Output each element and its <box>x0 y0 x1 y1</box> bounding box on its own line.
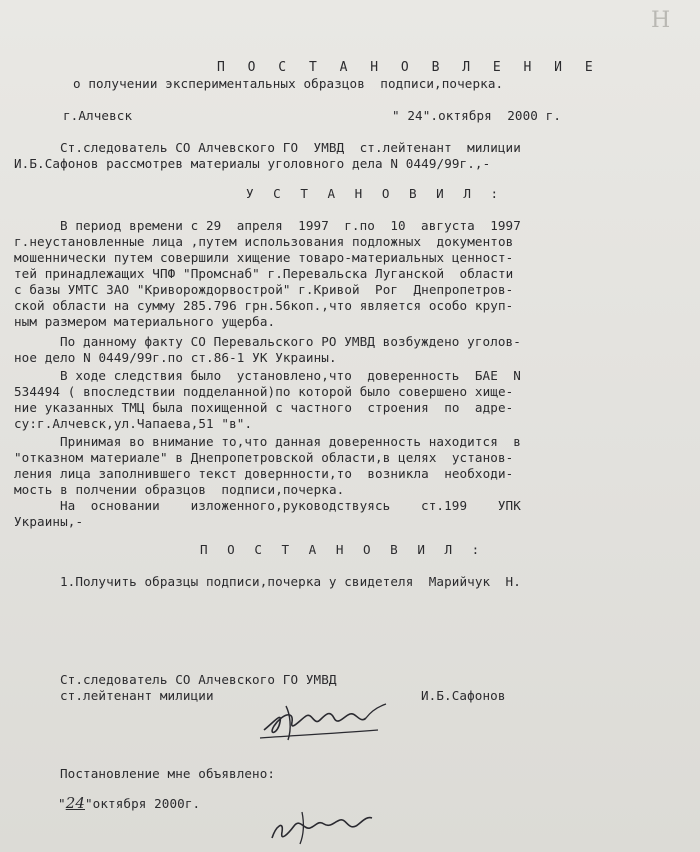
body-line-2: г.неустановленные лица ,путем использования подложных документов <box>14 234 514 249</box>
resolution-item: 1.Получить образцы подписи,почерка у свидетеля Марийчук Н. <box>60 574 521 589</box>
body-line-8: По данному факту СО Перевальского РО УМВД возбуждено уголов- <box>60 334 521 349</box>
place: г.Алчевск <box>63 108 133 123</box>
body-line-17: мость в полчении образцов подписи,почерка. <box>14 482 345 497</box>
intro-line-2: И.Б.Сафонов рассмотрев материалы уголовного дела N 0449/99г.,- <box>14 156 491 171</box>
document-date: " 24".октября 2000 г. <box>392 108 562 123</box>
body-line-12: ние указанных ТМЦ была похищенной с частного строения по адре- <box>14 400 514 415</box>
body-line-6: ской области на сумму 285.796 грн.56коп.,что является особо круп- <box>14 298 514 313</box>
body-line-7: ным размером материального ущерба. <box>14 314 276 329</box>
body-line-13: су:г.Алчевск,ул.Чапаева,51 "в". <box>14 416 253 431</box>
document-title: П О С Т А Н О В Л Е Н И Е <box>217 60 601 75</box>
witness-signature <box>262 808 382 848</box>
body-line-3: мошеннически путем совершили хищение товаро-материальных ценност- <box>14 250 514 265</box>
body-line-10: В ходе следствия было установлено,что доверенность БАЕ N <box>60 368 521 383</box>
body-line-4: тей принадлежащих ЧПФ "Промснаб" г.Перевальска Луганской области <box>14 266 514 281</box>
signatory-name: И.Б.Сафонов <box>421 688 506 703</box>
body-line-15: "отказном материале" в Днепропетровской области,в целях установ- <box>14 450 514 465</box>
announce-date-rest: "октября 2000г. <box>84 796 201 811</box>
body-line-19: Украины,- <box>14 514 84 529</box>
body-line-5: с базы УМТС ЗАО "Криворождорвострой" г.Кривой Рог Днепропетров- <box>14 282 514 297</box>
signature-line-1: Ст.следователь СО Алчевского ГО УМВД <box>60 672 337 687</box>
document-subtitle: о получении экспериментальных образцов подписи,почерка. <box>73 76 504 91</box>
body-line-16: ления лица заполнившего текст довернности,то возникла необходи- <box>14 466 514 481</box>
investigator-signature <box>256 700 396 744</box>
announce-date-quote: " <box>58 796 66 811</box>
announced-label: Постановление мне объявлено: <box>60 766 276 781</box>
corner-mark: Н <box>651 8 671 33</box>
established-heading: У С Т А Н О В И Л : <box>246 186 505 201</box>
announce-date <box>58 796 200 811</box>
body-line-1: В период времени с 29 апреля 1997 г.по 10 августа 1997 <box>60 218 521 233</box>
signature-line-2: ст.лейтенант милиции <box>60 688 214 703</box>
body-line-9: ное дело N 0449/99г.по ст.86-1 УК Украины. <box>14 350 337 365</box>
intro-line-1: Ст.следователь СО Алчевского ГО УМВД ст.лейтенант милиции <box>60 140 521 155</box>
body-line-11: 534494 ( впоследствии подделанной)по которой было совершено хище- <box>14 384 514 399</box>
announce-date-day: 24 <box>65 794 85 812</box>
resolved-heading: П О С Т А Н О В И Л : <box>200 542 486 557</box>
body-line-14: Принимая во внимание то,что данная доверенность находится в <box>60 434 521 449</box>
body-line-18: На основании изложенного,руководствуясь ст.199 УПК <box>60 498 521 513</box>
